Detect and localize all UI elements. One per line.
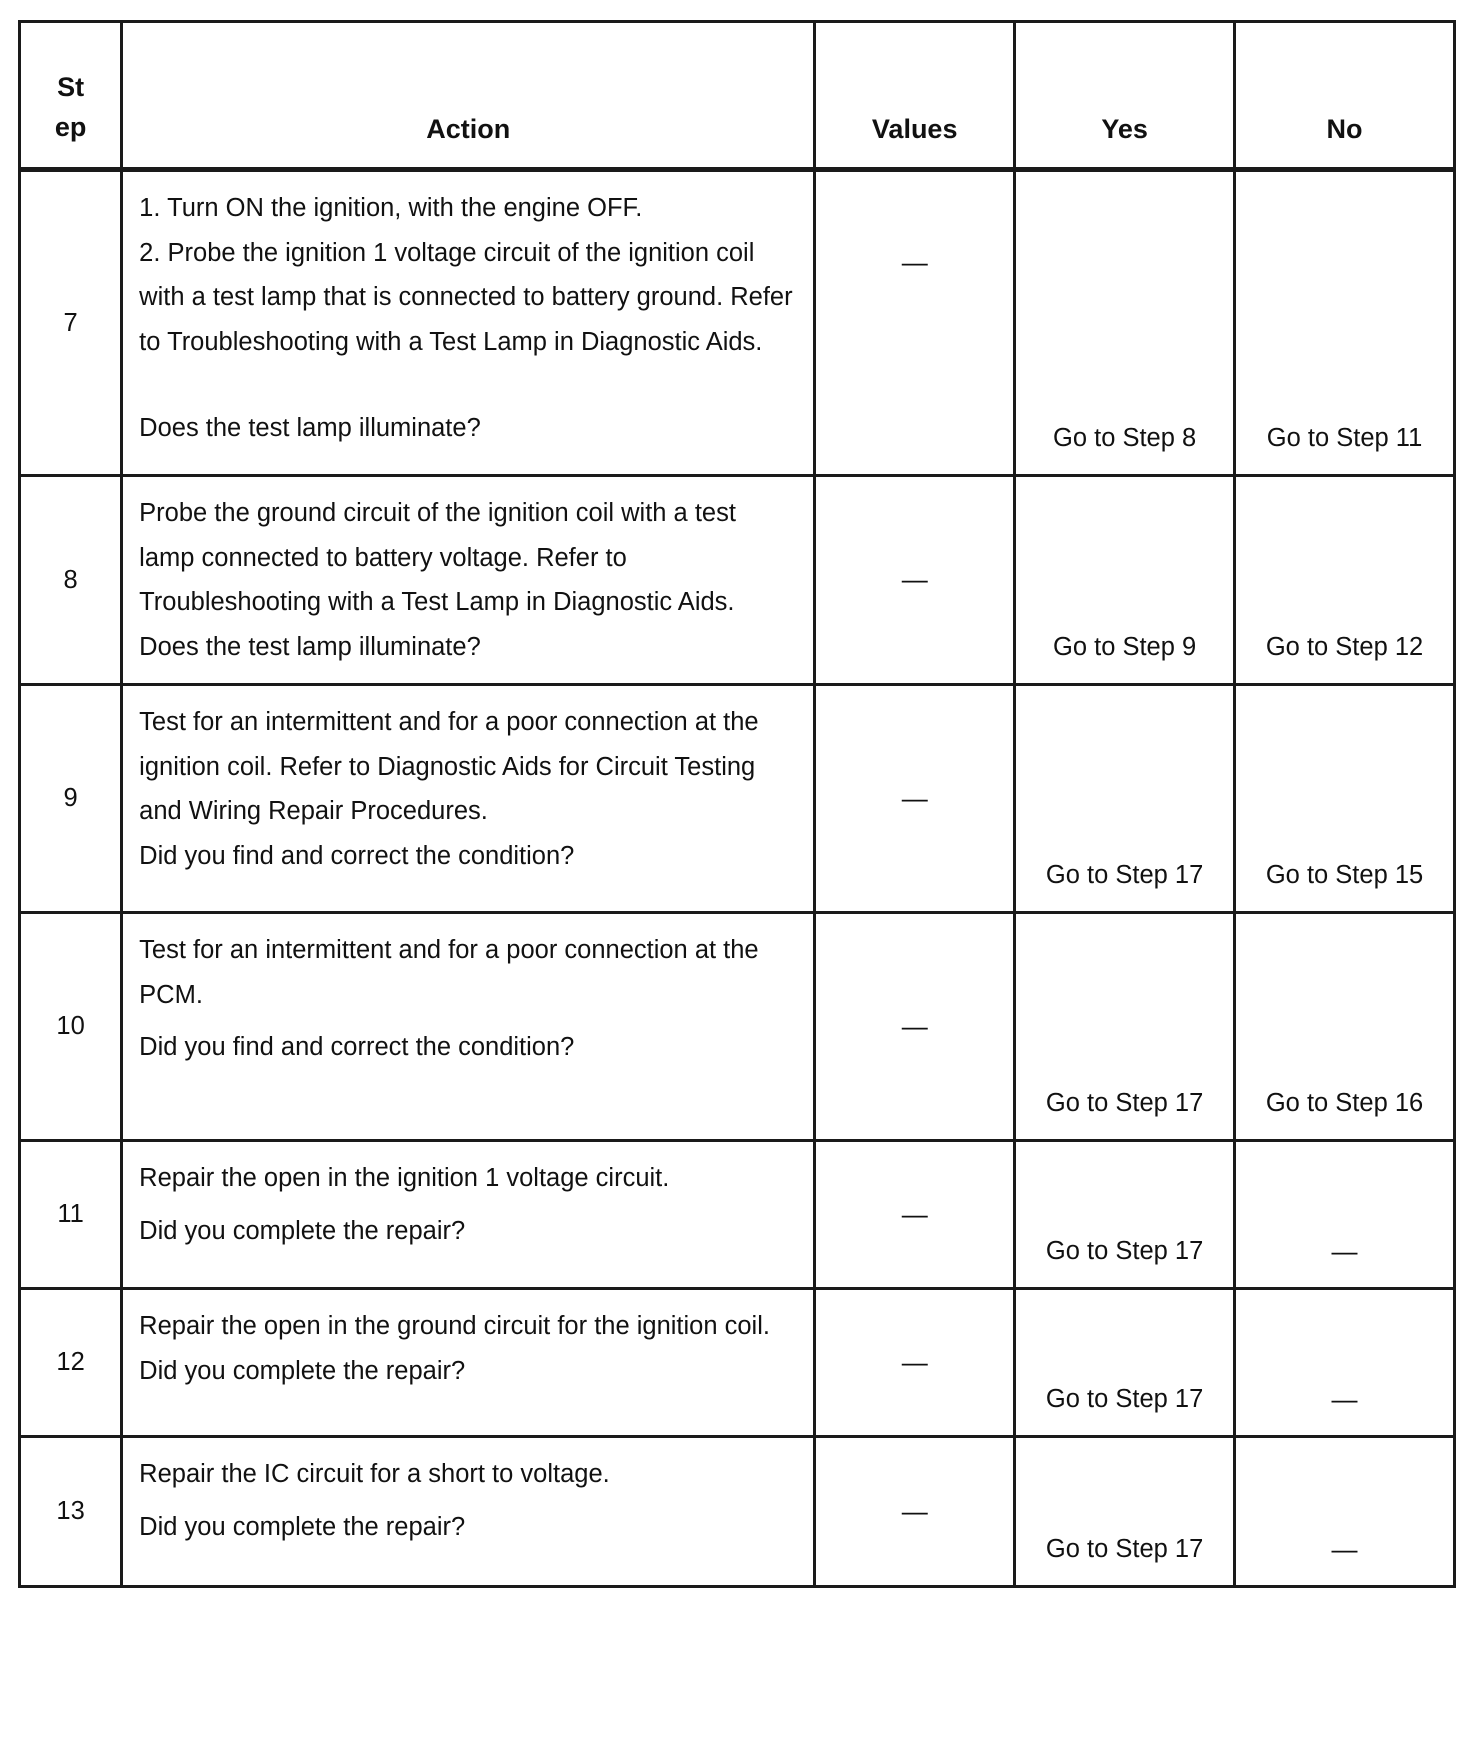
table-row	[20, 685, 1455, 913]
yes-cell: Go to Step 17	[1015, 1437, 1235, 1587]
table-row	[20, 1437, 1455, 1587]
table-row	[20, 913, 1455, 1141]
action-question: Did you complete the repair?	[139, 1512, 466, 1541]
no-cell: —	[1235, 1437, 1455, 1587]
values-cell: —	[815, 170, 1015, 476]
action-cell	[122, 685, 815, 913]
header-action: Action	[122, 22, 815, 170]
table-row	[20, 476, 1455, 685]
action-line: Test for an intermittent and for a poor connection at the PCM.	[139, 936, 759, 1009]
action-line: Repair the IC circuit for a short to voltage.	[139, 1460, 610, 1488]
no-cell: Go to Step 15	[1235, 685, 1455, 913]
values-cell: —	[815, 1437, 1015, 1587]
action-line: Repair the open in the ignition 1 voltage circuit.	[139, 1164, 670, 1192]
table-header-row	[20, 22, 1455, 170]
action-cell	[122, 170, 815, 476]
step-number: 12	[20, 1289, 122, 1437]
table-row	[20, 1141, 1455, 1289]
action-line: Probe the ground circuit of the ignition coil with a test lamp connected to battery voltage. Refer to Troubleshooting with a Test Lamp in Diagnostic Aids.	[139, 499, 736, 616]
action-cell	[122, 1289, 815, 1437]
no-cell: —	[1235, 1289, 1455, 1437]
step-number: 11	[20, 1141, 122, 1289]
step-number: 7	[20, 170, 122, 476]
action-cell	[122, 913, 815, 1141]
action-line: Test for an intermittent and for a poor connection at the ignition coil. Refer to Diagnostic Aids for Circuit Testing and Wiring Repair Procedures.	[139, 708, 759, 825]
yes-cell: Go to Step 9	[1015, 476, 1235, 685]
values-cell: —	[815, 1141, 1015, 1289]
action-question: Did you find and correct the condition?	[139, 841, 575, 870]
action-line: Repair the open in the ground circuit for the ignition coil.	[139, 1312, 770, 1340]
header-step: St ep	[20, 22, 122, 170]
action-question: Does the test lamp illuminate?	[139, 632, 481, 661]
yes-cell: Go to Step 17	[1015, 1141, 1235, 1289]
yes-cell: Go to Step 8	[1015, 170, 1235, 476]
action-question: Does the test lamp illuminate?	[139, 414, 481, 442]
no-cell: —	[1235, 1141, 1455, 1289]
action-question: Did you complete the repair?	[139, 1216, 466, 1245]
header-no: No	[1235, 22, 1455, 170]
yes-cell: Go to Step 17	[1015, 1289, 1235, 1437]
action-cell	[122, 476, 815, 685]
no-cell: Go to Step 16	[1235, 913, 1455, 1141]
no-cell: Go to Step 11	[1235, 170, 1455, 476]
no-cell: Go to Step 12	[1235, 476, 1455, 685]
values-cell: —	[815, 913, 1015, 1141]
action-question: Did you find and correct the condition?	[139, 1033, 575, 1061]
action-line: 1. Turn ON the ignition, with the engine OFF.	[139, 194, 643, 222]
action-cell	[122, 1437, 815, 1587]
yes-cell: Go to Step 17	[1015, 913, 1235, 1141]
header-yes: Yes	[1015, 22, 1235, 170]
action-line: 2. Probe the ignition 1 voltage circuit of the ignition coil with a test lamp that is connected to battery ground. Refer to Troubleshooting with a Test Lamp in Diagnostic Aids.	[139, 238, 793, 356]
diagnostic-step-table	[18, 20, 1456, 1588]
step-number: 13	[20, 1437, 122, 1587]
values-cell: —	[815, 476, 1015, 685]
step-number: 8	[20, 476, 122, 685]
table-row	[20, 170, 1455, 476]
step-number: 10	[20, 913, 122, 1141]
action-question: Did you complete the repair?	[139, 1356, 466, 1385]
header-values: Values	[815, 22, 1015, 170]
step-number: 9	[20, 685, 122, 913]
action-cell	[122, 1141, 815, 1289]
table-row	[20, 1289, 1455, 1437]
values-cell: —	[815, 1289, 1015, 1437]
values-cell: —	[815, 685, 1015, 913]
yes-cell: Go to Step 17	[1015, 685, 1235, 913]
